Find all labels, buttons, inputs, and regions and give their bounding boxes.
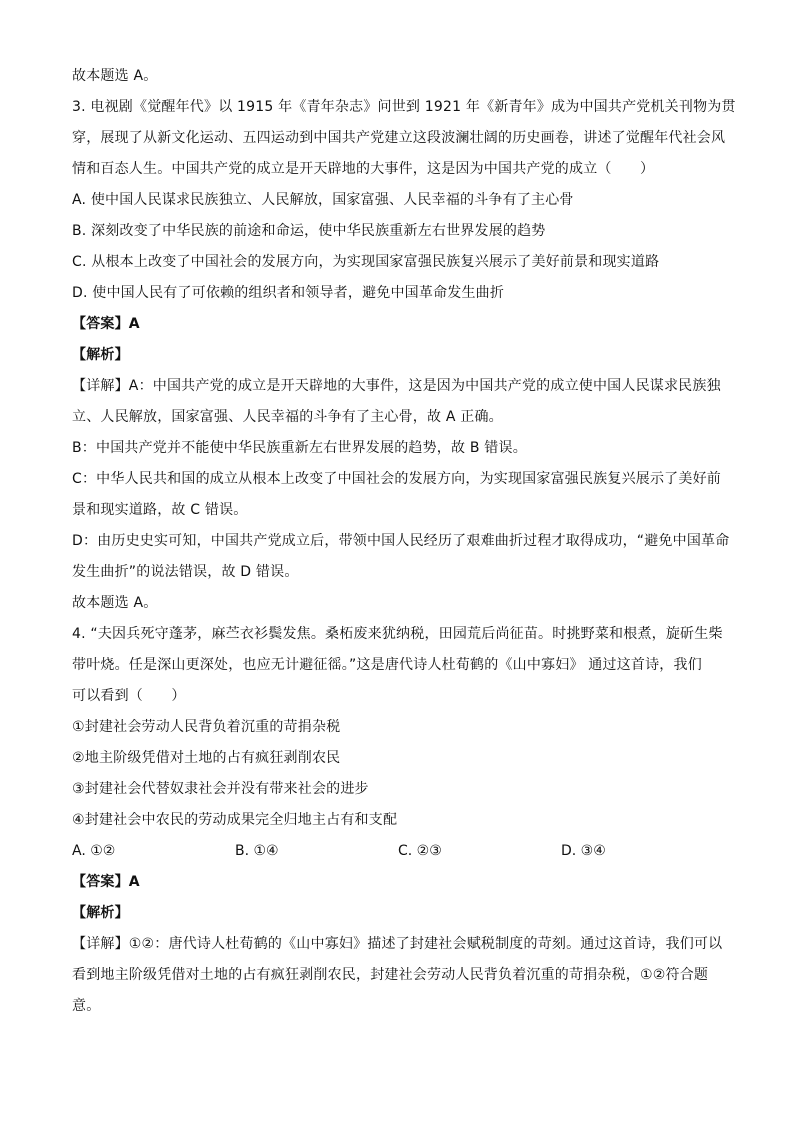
analysis-label: 【解析】 [72, 905, 129, 921]
text-line: 情和百态人生。中国共产党的成立是开天辟地的大事件，这是因为中国共产党的成立（ ） [72, 161, 655, 177]
text-line: 立、人民解放，国家富强、人民幸福的斗争有了主心骨，故 A 正确。 [72, 409, 503, 425]
text-line: 穿，展现了从新文化运动、五四运动到中国共产党建立这段波澜壮阔的历史画卷，讲述了觉醒年代社会风 [72, 130, 726, 146]
text-line: D：由历史史实可知，中国共产党成立后，带领中国人民经历了艰难曲折过程才取得成功，“避免中国革命 [72, 533, 730, 549]
choice-a: A. ①② [72, 843, 116, 859]
text-line: 带叶烧。任是深山更深处，也应无计避征徭。”这是唐代诗人杜荀鹤的《山中寡妇》 通过这首诗，我们 [72, 657, 702, 673]
option-c: C. 从根本上改变了中国社会的发展方向，为实现国家富强民族复兴展示了美好前景和现实道路 [72, 254, 660, 270]
option-a: A. 使中国人民谋求民族独立、人民解放，国家富强、人民幸福的斗争有了主心骨 [72, 192, 574, 208]
text-line: C：中华人民共和国的成立从根本上改变了中国社会的发展方向，为实现国家富强民族复兴展示了美好前 [72, 471, 721, 487]
statement-1: ①封建社会劳动人民背负着沉重的苛捐杂税 [72, 719, 341, 735]
option-b: B. 深刻改变了中华民族的前途和命运，使中华民族重新左右世界发展的趋势 [72, 223, 546, 239]
choice-d: D. ③④ [561, 843, 606, 859]
text-line: 可以看到（ ） [72, 688, 186, 704]
text-line: 意。 [72, 998, 101, 1014]
text-line: 景和现实道路，故 C 错误。 [72, 502, 248, 518]
answer-label: 【答案】A [72, 316, 140, 332]
text-line: 看到地主阶级凭借对土地的占有疯狂剥削农民，封建社会劳动人民背负着沉重的苛捐杂税，①②符合题 [72, 967, 709, 983]
statement-4: ④封建社会中农民的劳动成果完全归地主占有和支配 [72, 812, 398, 828]
analysis-label: 【解析】 [72, 347, 129, 363]
explanation-line: 【详解】A：中国共产党的成立是开天辟地的大事件，这是因为中国共产党的成立使中国人民谋求民族独 [72, 378, 721, 394]
text-line: 故本题选 A。 [72, 595, 158, 611]
answer-label: 【答案】A [72, 874, 140, 890]
explanation-line: 【详解】①②：唐代诗人杜荀鹤的《山中寡妇》描述了封建社会赋税制度的苛刻。通过这首诗，我们可以 [72, 936, 723, 952]
statement-2: ②地主阶级凭借对土地的占有疯狂剥削农民 [72, 750, 341, 766]
question-4-stem: 4. “夫因兵死守蓬茅，麻苎衣衫鬓发焦。桑柘废来犹纳税，田园荒后尚征苗。时挑野菜和根煮，旋斫生柴 [72, 626, 723, 642]
choice-c: C. ②③ [398, 843, 442, 859]
choice-b: B. ①④ [235, 843, 279, 859]
question-3-stem: 3. 电视剧《觉醒年代》以 1915 年《青年杂志》问世到 1921 年《新青年》成为中国共产党机关刊物为贯 [72, 99, 736, 115]
statement-3: ③封建社会代替奴隶社会并没有带来社会的进步 [72, 781, 369, 797]
option-d: D. 使中国人民有了可依赖的组织者和领导者，避免中国革命发生曲折 [72, 285, 505, 301]
text-line: B：中国共产党并不能使中华民族重新左右世界发展的趋势，故 B 错误。 [72, 440, 527, 456]
text-line: 故本题选 A。 [72, 68, 158, 84]
text-line: 发生曲折”的说法错误，故 D 错误。 [72, 564, 299, 580]
